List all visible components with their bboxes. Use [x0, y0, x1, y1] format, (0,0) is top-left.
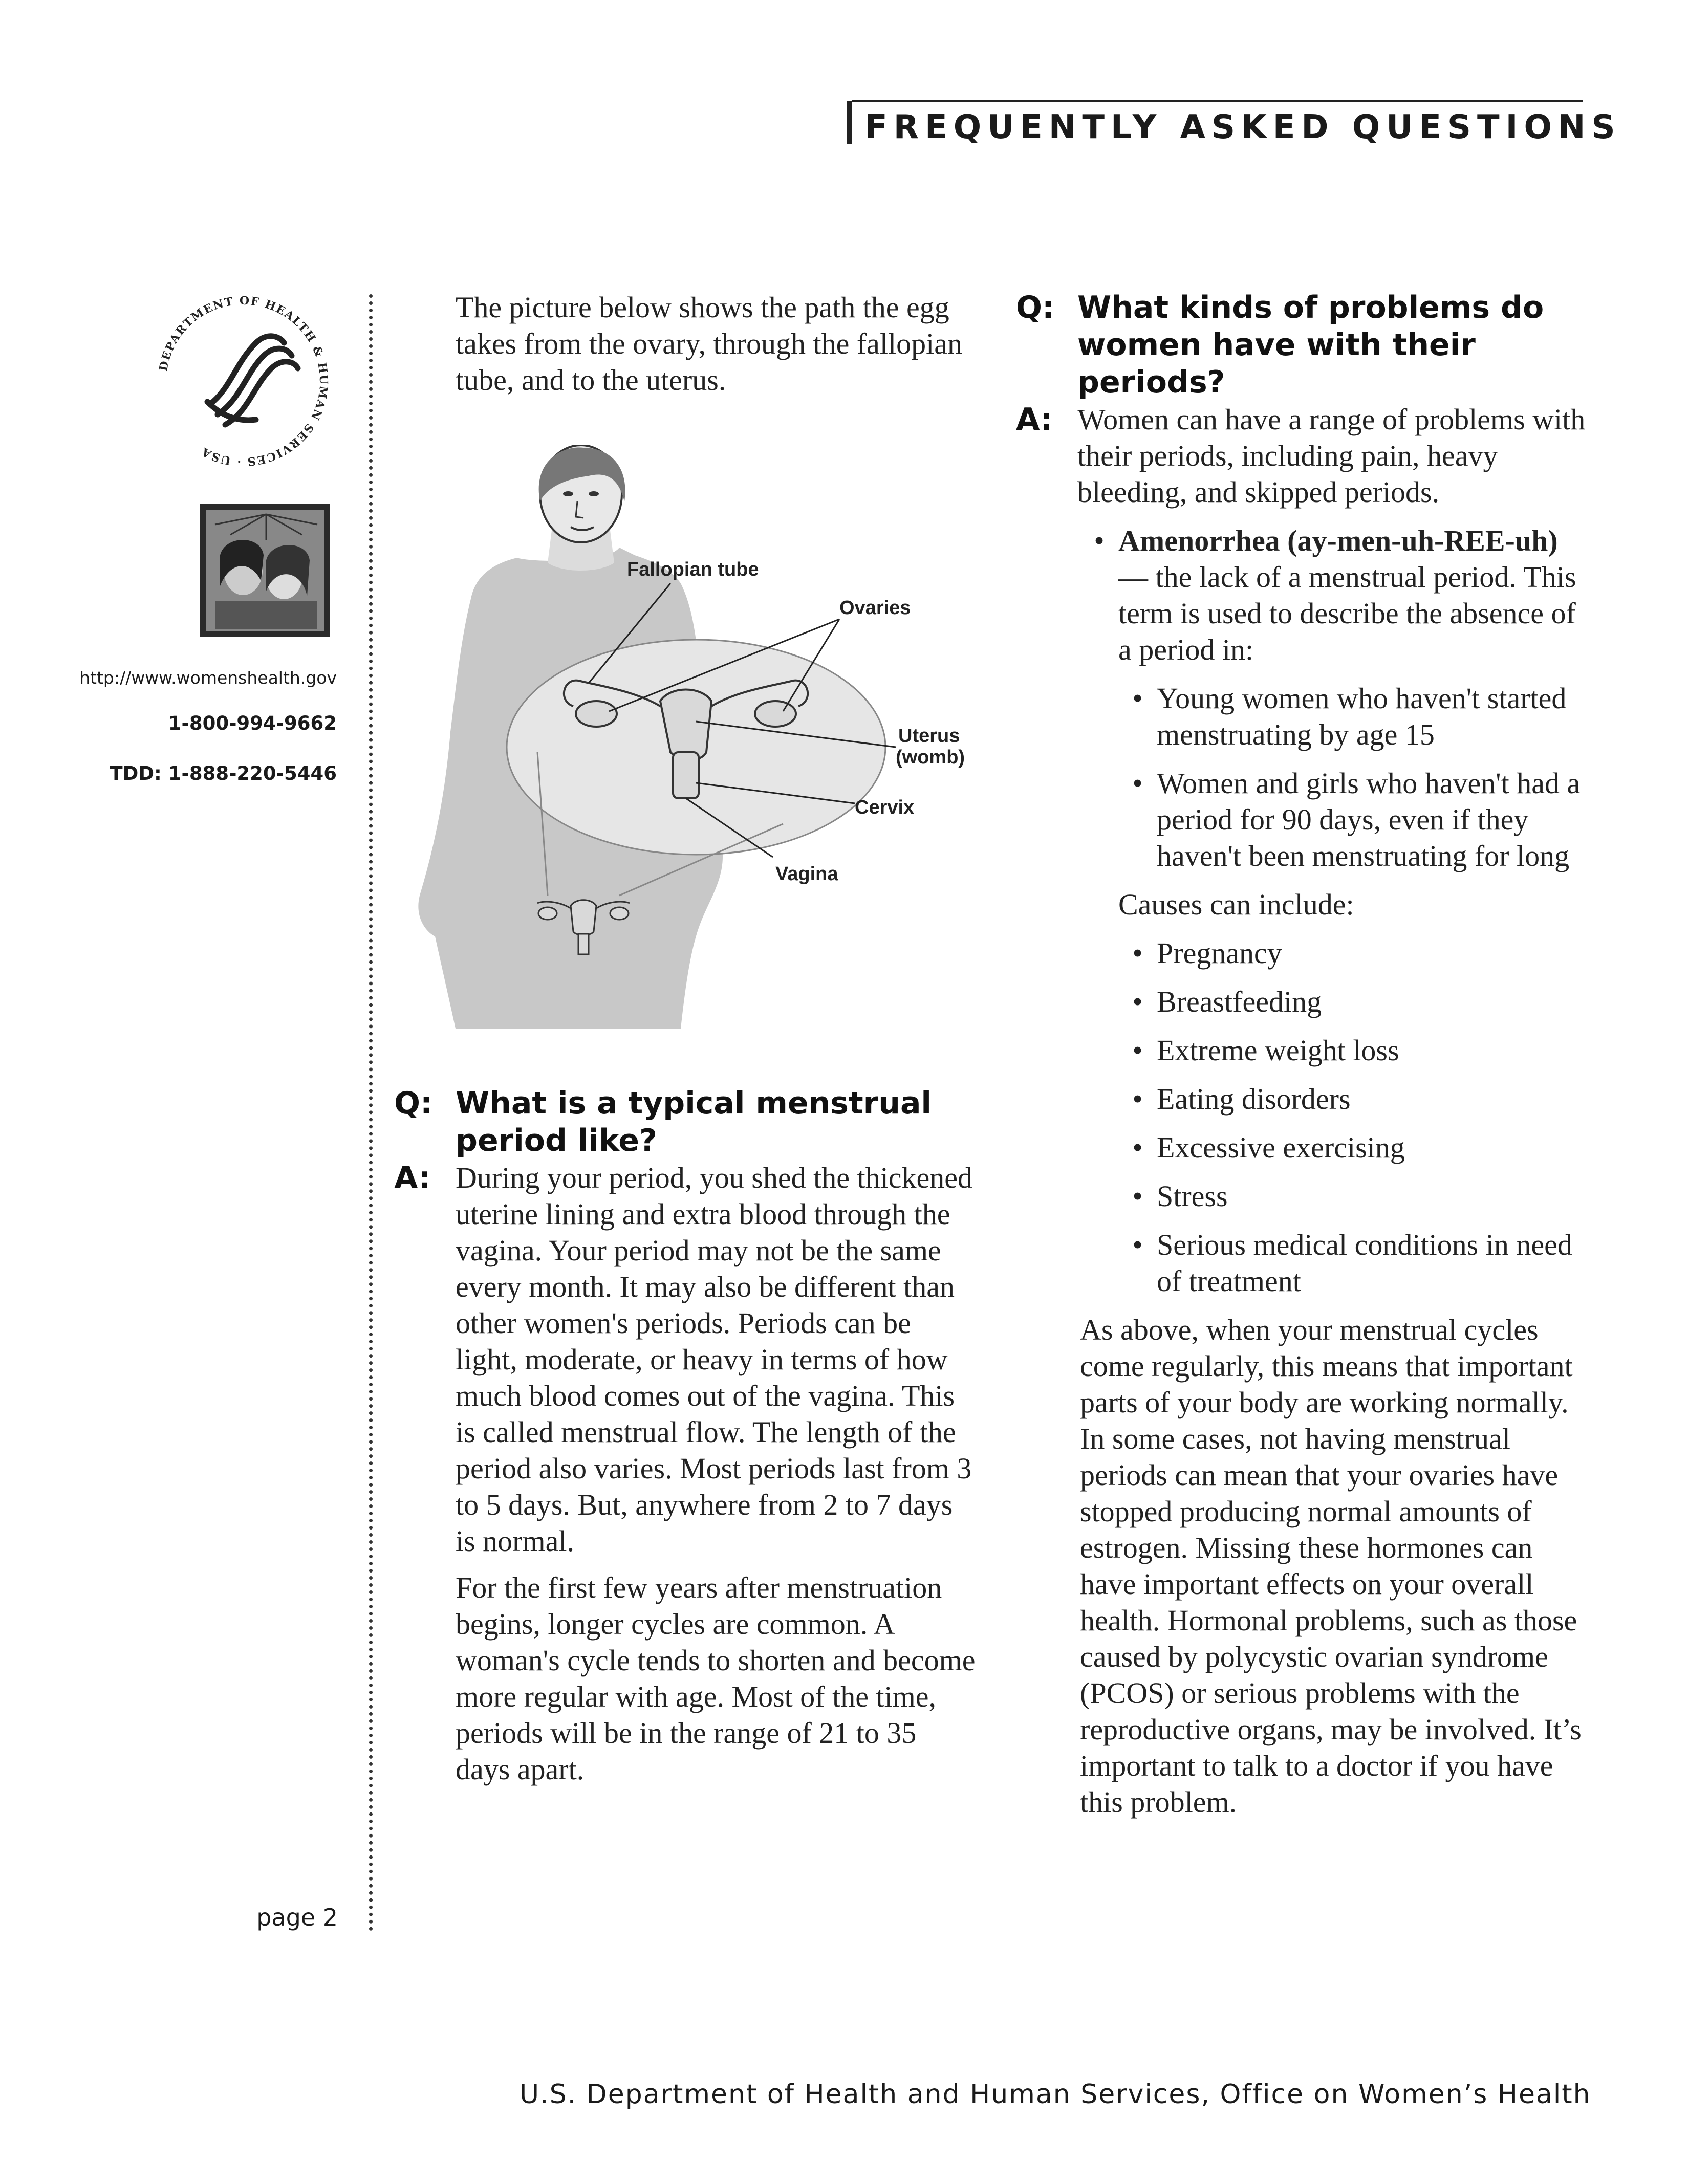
- label-uterus: Uterus: [898, 725, 960, 747]
- page-title: FREQUENTLY ASKED QUESTIONS: [865, 108, 1621, 146]
- list-item: • Excessive exercising: [1132, 1131, 1405, 1164]
- list-item: • Amenorrhea (ay-men-uh-REE-uh) — the lack of a menstrual period. This term is used to describe the absence of a period in:: [1094, 524, 1576, 666]
- answer-paragraph: During your period, you shed the thickened uterine lining and extra blood through the vagina. Your period may not be the same every month. It may also be different than other women's periods. Periods can be light, moderate, or heavy in terms of how much blood comes out of the vagina. This is called menstrual flow. The length of the period also varies. Most periods last from 3 to 5 days. But, anywhere from 2 to 7 days is normal.: [456, 1161, 972, 1558]
- list-item: • Extreme weight loss: [1132, 1034, 1399, 1067]
- answer-intro: Women can have a range of problems with their periods, including pain, heavy bleeding, and skipped periods.: [1077, 403, 1586, 509]
- question-label: Q:: [1016, 290, 1054, 325]
- question-text: What is a typical menstrual period like?: [456, 1085, 932, 1159]
- svg-text:DEPARTMENT OF HEALTH & HUMAN S: DEPARTMENT OF HEALTH & HUMAN SERVICES · USA: [157, 294, 331, 469]
- label-vagina: Vagina: [775, 863, 838, 885]
- women-artwork-image: [200, 504, 330, 637]
- list-item: • Young women who haven't started menstruating by age 15: [1132, 682, 1567, 751]
- list-item: • Eating disorders: [1132, 1082, 1351, 1116]
- answer-label: A:: [1016, 402, 1053, 438]
- intro-text: The picture below shows the path the egg takes from the ovary, through the fallopian tube, and to the uterus.: [456, 291, 962, 397]
- footer-text: U.S. Department of Health and Human Services, Office on Women’s Health: [520, 2079, 1591, 2110]
- header-bar: [847, 101, 852, 144]
- qa-period-problems: [1016, 289, 1589, 1820]
- page-number: page 2: [256, 1904, 338, 1931]
- answer-label: A:: [394, 1160, 431, 1196]
- closing-paragraph: As above, when your menstrual cycles come regularly, this means that important parts of your body are working normally. In some cases, not having menstrual periods can mean that your ovaries have stopped producing normal amounts of estrogen. Missing these hormones can have important effects on your overall health. Hormonal problems, such as those caused by polycystic ovarian syndrome (PCOS) or serious problems with the reproductive organs, may be involved. It’s important to talk to a doctor if you have this problem.: [1080, 1313, 1582, 1819]
- bullet-definition: — the lack of a menstrual period. This term is used to describe the absence of a period in:: [1118, 560, 1576, 666]
- list-item: • Pregnancy: [1132, 936, 1282, 970]
- question-label: Q:: [394, 1085, 432, 1121]
- label-fallopian-tube: Fallopian tube: [627, 559, 759, 580]
- label-cervix: Cervix: [855, 797, 915, 818]
- question-text: What kinds of problems do women have with their periods?: [1077, 290, 1544, 400]
- list-item: • Stress: [1132, 1180, 1228, 1213]
- tdd-number: TDD: 1-888-220-5446: [110, 762, 337, 784]
- causes-heading: Causes can include:: [1118, 888, 1354, 921]
- dotted-divider: [369, 294, 373, 1932]
- anatomy-illustration: [394, 445, 978, 1029]
- answer-paragraph: For the first few years after menstruation begins, longer cycles are common. A woman's cycle tends to shorten and become more regular with age. Most of the time, periods will be in the range of 21 to 35 days apart.: [456, 1571, 976, 1786]
- label-womb: (womb): [896, 747, 965, 768]
- qa-typical-period: [394, 1085, 978, 1787]
- header-rule: [852, 100, 1583, 102]
- bullet-term: Amenorrhea (ay-men-uh-REE-uh): [1118, 524, 1558, 557]
- list-item: • Serious medical conditions in need of treatment: [1132, 1228, 1572, 1298]
- list-item: • Breastfeeding: [1132, 985, 1322, 1018]
- phone-number: 1-800-994-9662: [168, 712, 337, 734]
- list-item: • Women and girls who haven't had a period for 90 days, even if they haven't been menstruating for long: [1132, 767, 1581, 872]
- hhs-seal-logo: [148, 287, 338, 476]
- website-link[interactable]: http://www.womenshealth.gov: [79, 668, 337, 688]
- label-ovaries: Ovaries: [839, 597, 911, 619]
